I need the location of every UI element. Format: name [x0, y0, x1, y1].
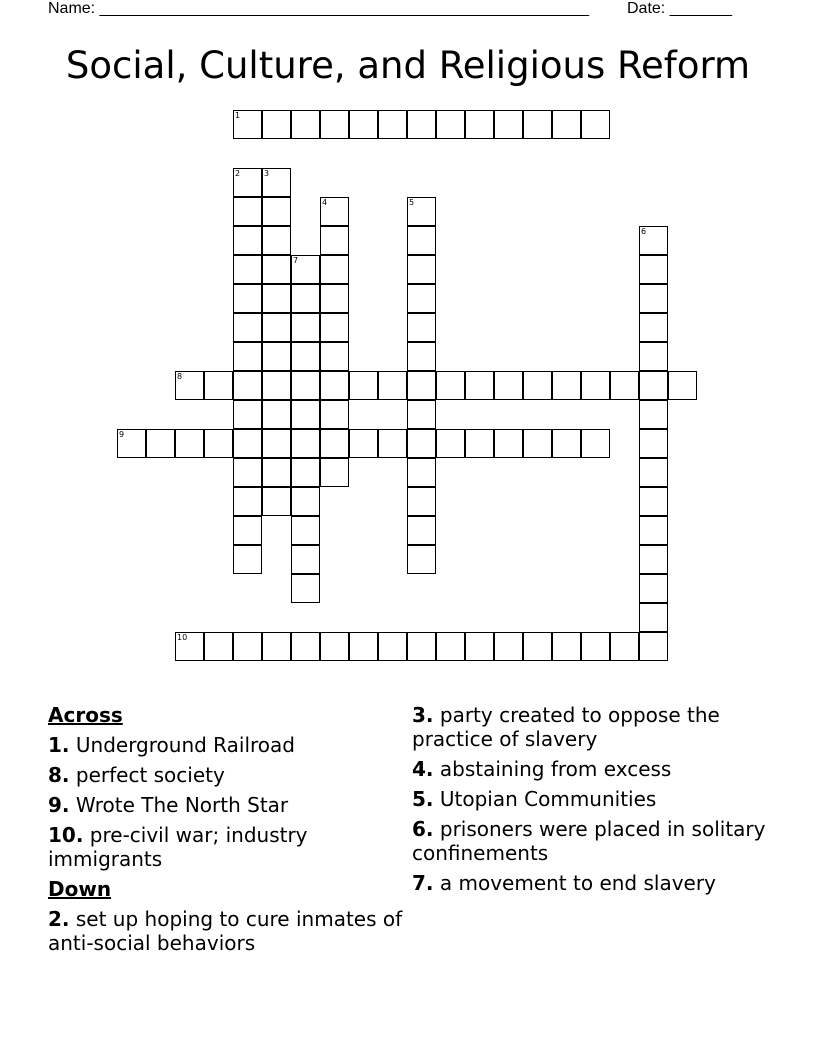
clue-down-7 [412, 871, 772, 895]
clue-number: 3. [412, 703, 434, 727]
crossword-cell[interactable] [320, 110, 349, 139]
crossword-cell[interactable] [291, 400, 320, 429]
crossword-cell[interactable] [291, 284, 320, 313]
crossword-cell[interactable] [494, 371, 523, 400]
crossword-cell[interactable] [262, 313, 291, 342]
crossword-cell[interactable] [233, 429, 262, 458]
crossword-cell[interactable] [291, 371, 320, 400]
clue-text: Utopian Communities [439, 787, 657, 811]
clue-number: 10. [48, 823, 84, 847]
crossword-cell[interactable] [349, 371, 378, 400]
crossword-cell[interactable] [407, 458, 436, 487]
clue-number: 1. [48, 733, 70, 757]
clue-across-10 [48, 823, 408, 871]
crossword-cell[interactable] [291, 313, 320, 342]
crossword-cell[interactable] [262, 197, 291, 226]
crossword-cell[interactable] [581, 110, 610, 139]
crossword-cell[interactable] [291, 458, 320, 487]
crossword-cell[interactable] [262, 371, 291, 400]
clue-text: Underground Railroad [75, 733, 295, 757]
cell-number: 7 [293, 256, 299, 265]
crossword-cell[interactable] [436, 429, 465, 458]
crossword-cell[interactable] [581, 371, 610, 400]
crossword-cell[interactable] [262, 400, 291, 429]
crossword-cell[interactable] [146, 429, 175, 458]
cell-number: 1 [235, 111, 241, 120]
crossword-cell[interactable] [233, 458, 262, 487]
crossword-cell[interactable] [407, 545, 436, 574]
clue-text: abstaining from excess [439, 757, 672, 781]
page-title: Social, Culture, and Religious Reform [65, 44, 751, 87]
crossword-cell[interactable] [494, 429, 523, 458]
crossword-cell[interactable] [320, 342, 349, 371]
crossword-cell[interactable] [262, 458, 291, 487]
clue-across-1 [48, 733, 408, 757]
clue-text: Wrote The North Star [75, 793, 289, 817]
crossword-cell[interactable] [639, 284, 668, 313]
crossword-cell[interactable] [407, 516, 436, 545]
crossword-cell[interactable] [320, 284, 349, 313]
clue-number: 4. [412, 757, 434, 781]
crossword-cell[interactable] [204, 632, 233, 661]
crossword-cell[interactable] [262, 632, 291, 661]
crossword-cell[interactable] [233, 313, 262, 342]
clue-text: pre-civil war; industry immigrants [48, 823, 308, 871]
crossword-cell[interactable] [378, 429, 407, 458]
crossword-cell[interactable] [639, 255, 668, 284]
crossword-cell[interactable] [523, 632, 552, 661]
cell-number: 3 [264, 169, 270, 178]
crossword-cell[interactable] [233, 516, 262, 545]
clue-number: 9. [48, 793, 70, 817]
crossword-cell[interactable] [378, 371, 407, 400]
cell-number: 2 [235, 169, 241, 178]
crossword-cell[interactable] [291, 429, 320, 458]
crossword-cell[interactable] [639, 371, 668, 400]
clue-number: 2. [48, 907, 70, 931]
clue-down-2 [48, 907, 408, 955]
crossword-cell[interactable] [233, 342, 262, 371]
crossword-cell[interactable] [407, 313, 436, 342]
crossword-cell[interactable] [233, 400, 262, 429]
crossword-cell[interactable] [639, 487, 668, 516]
crossword-cell[interactable] [552, 110, 581, 139]
clues-left-column [48, 703, 408, 961]
cell-number: 4 [322, 198, 328, 207]
clue-number: 6. [412, 817, 434, 841]
crossword-cell[interactable] [291, 342, 320, 371]
crossword-cell[interactable] [407, 110, 436, 139]
crossword-cell[interactable] [320, 255, 349, 284]
crossword-cell[interactable] [233, 284, 262, 313]
clue-number: 8. [48, 763, 70, 787]
crossword-cell[interactable] [407, 226, 436, 255]
down-heading: Down [48, 877, 112, 901]
crossword-cell[interactable] [378, 632, 407, 661]
crossword-cell[interactable] [639, 603, 668, 632]
crossword-cell[interactable] [233, 371, 262, 400]
clue-across-8 [48, 763, 408, 787]
crossword-cell[interactable] [581, 632, 610, 661]
crossword-cell[interactable] [291, 487, 320, 516]
crossword-cell[interactable] [639, 516, 668, 545]
crossword-cell[interactable] [523, 429, 552, 458]
crossword-cell[interactable] [639, 458, 668, 487]
crossword-cell[interactable] [581, 429, 610, 458]
crossword-cell[interactable] [407, 342, 436, 371]
crossword-cell[interactable] [639, 429, 668, 458]
name-field-label[interactable]: Name: _______________________________________________________ [48, 0, 589, 17]
crossword-cell[interactable] [407, 371, 436, 400]
crossword-cell[interactable] [262, 226, 291, 255]
crossword-cell[interactable] [233, 632, 262, 661]
clue-across-9 [48, 793, 408, 817]
crossword-cell[interactable] [204, 429, 233, 458]
cell-number: 5 [409, 198, 415, 207]
crossword-cell[interactable] [204, 371, 233, 400]
crossword-cell[interactable] [262, 255, 291, 284]
crossword-cell[interactable] [262, 284, 291, 313]
crossword-cell[interactable] [320, 429, 349, 458]
crossword-cell[interactable] [291, 110, 320, 139]
crossword-cell[interactable] [291, 632, 320, 661]
crossword-cell[interactable] [233, 197, 262, 226]
crossword-cell[interactable] [610, 632, 639, 661]
crossword-cell[interactable] [494, 632, 523, 661]
crossword-cell[interactable] [523, 110, 552, 139]
clue-number: 7. [412, 871, 434, 895]
crossword-cell[interactable] [639, 574, 668, 603]
crossword-cell[interactable] [639, 545, 668, 574]
clue-text: perfect society [75, 763, 225, 787]
crossword-cell[interactable] [349, 632, 378, 661]
crossword-cell[interactable] [291, 545, 320, 574]
crossword-cell[interactable] [552, 429, 581, 458]
crossword-cell[interactable] [262, 110, 291, 139]
clue-down-4 [412, 757, 772, 781]
across-heading: Across [48, 703, 123, 727]
crossword-cell[interactable] [407, 487, 436, 516]
crossword-cell[interactable] [233, 226, 262, 255]
crossword-cell[interactable] [436, 632, 465, 661]
crossword-cell[interactable] [436, 371, 465, 400]
crossword-cell[interactable] [320, 313, 349, 342]
crossword-cell[interactable] [349, 429, 378, 458]
crossword-cell[interactable] [320, 226, 349, 255]
crossword-cell[interactable] [552, 632, 581, 661]
clue-down-5 [412, 787, 772, 811]
crossword-cell[interactable] [465, 632, 494, 661]
crossword-cell[interactable] [291, 516, 320, 545]
crossword-cell[interactable] [639, 632, 668, 661]
crossword-cell[interactable] [407, 429, 436, 458]
crossword-cell[interactable] [465, 110, 494, 139]
crossword-cell[interactable] [639, 400, 668, 429]
crossword-cell[interactable] [465, 429, 494, 458]
clue-text: set up hoping to cure inmates of anti-social behaviors [48, 907, 403, 955]
crossword-cell[interactable] [320, 458, 349, 487]
crossword-cell[interactable] [407, 284, 436, 313]
crossword-cell[interactable] [436, 110, 465, 139]
clue-down-6 [412, 817, 772, 865]
cell-number: 6 [641, 227, 647, 236]
crossword-cell[interactable] [407, 400, 436, 429]
crossword-cell[interactable] [407, 632, 436, 661]
clue-text: prisoners were placed in solitary confinements [412, 817, 766, 865]
crossword-cell[interactable] [320, 371, 349, 400]
clue-text: party created to oppose the practice of slavery [412, 703, 720, 751]
cell-number: 8 [177, 372, 183, 381]
crossword-cell[interactable] [668, 371, 697, 400]
crossword-cell[interactable] [262, 342, 291, 371]
clues-right-column [412, 703, 772, 901]
crossword-cell[interactable] [291, 574, 320, 603]
crossword-cell[interactable] [233, 255, 262, 284]
crossword-cell[interactable] [639, 342, 668, 371]
crossword-cell[interactable] [639, 313, 668, 342]
crossword-cell[interactable] [523, 371, 552, 400]
crossword-cell[interactable] [320, 400, 349, 429]
crossword-cell[interactable] [262, 429, 291, 458]
crossword-cell[interactable] [349, 110, 378, 139]
crossword-cell[interactable] [175, 429, 204, 458]
crossword-cell[interactable] [233, 545, 262, 574]
crossword-cell[interactable] [465, 371, 494, 400]
date-field-label[interactable]: Date: _______ [627, 0, 732, 17]
cell-number: 10 [177, 633, 188, 642]
crossword-cell[interactable] [262, 487, 291, 516]
clue-text: a movement to end slavery [439, 871, 716, 895]
crossword-cell[interactable] [610, 371, 639, 400]
cell-number: 9 [119, 430, 125, 439]
crossword-cell[interactable] [378, 110, 407, 139]
crossword-cell[interactable] [320, 632, 349, 661]
clue-down-3 [412, 703, 772, 751]
crossword-cell[interactable] [552, 371, 581, 400]
clue-number: 5. [412, 787, 434, 811]
crossword-cell[interactable] [407, 255, 436, 284]
crossword-cell[interactable] [233, 487, 262, 516]
crossword-cell[interactable] [494, 110, 523, 139]
